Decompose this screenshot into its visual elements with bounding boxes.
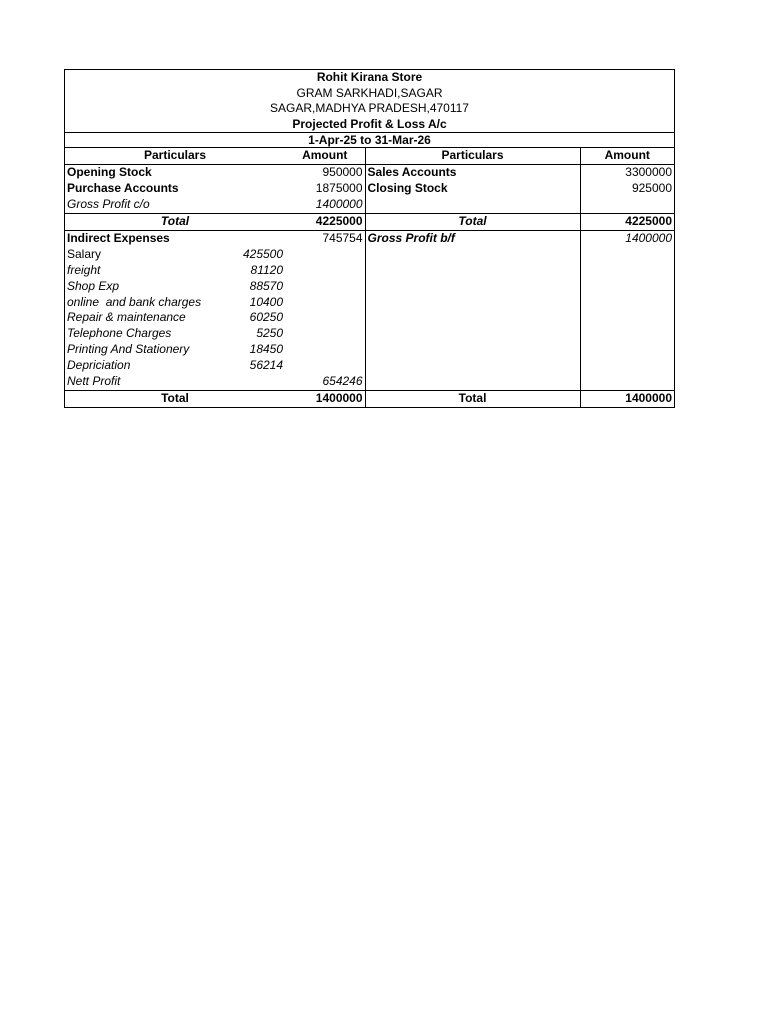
table-row bbox=[65, 342, 674, 358]
table-row bbox=[65, 326, 674, 342]
credit-amount: 3300000 bbox=[625, 165, 672, 180]
address-line-2: SAGAR,MADHYA PRADESH,470117 bbox=[270, 101, 469, 116]
trading-total-row bbox=[65, 214, 674, 231]
column-header-particulars: Particulars bbox=[65, 148, 285, 164]
expense-label: Telephone Charges bbox=[67, 326, 172, 341]
indirect-expenses-label: Indirect Expenses bbox=[67, 230, 170, 245]
column-header-amount: Amount bbox=[580, 148, 674, 164]
table-row bbox=[65, 165, 674, 181]
column-header-amount: Amount bbox=[285, 148, 365, 164]
pl-total-row bbox=[65, 390, 674, 406]
table-row bbox=[65, 358, 674, 374]
credit-label: Sales Accounts bbox=[365, 165, 580, 181]
credit-label: Closing Stock bbox=[365, 181, 580, 197]
credit-amount: 925000 bbox=[631, 181, 672, 196]
table-row bbox=[65, 295, 674, 311]
expense-label: Shop Exp bbox=[67, 278, 120, 293]
expense-label: Repair & maintenance bbox=[67, 310, 186, 325]
total-label: Total bbox=[365, 214, 580, 231]
total-label: Total bbox=[65, 214, 285, 231]
table-row bbox=[65, 310, 674, 326]
address-line-1: GRAM SARKHADI,SAGAR bbox=[296, 85, 443, 100]
expense-amount: 18450 bbox=[249, 342, 284, 357]
credit-amount-empty bbox=[580, 197, 674, 213]
total-credit: 4225000 bbox=[580, 214, 674, 231]
expense-amount: 56214 bbox=[249, 358, 284, 373]
total-debit: 4225000 bbox=[285, 214, 365, 231]
debit-label: Gross Profit c/o bbox=[67, 197, 150, 212]
gross-profit-bf-amount: 1400000 bbox=[625, 230, 672, 245]
expense-label: freight bbox=[67, 262, 101, 277]
total-credit: 1400000 bbox=[580, 390, 674, 406]
table-row bbox=[65, 263, 674, 279]
expense-amount: 10400 bbox=[249, 294, 284, 309]
expense-amount: 88570 bbox=[249, 278, 284, 293]
debit-amount: 1400000 bbox=[285, 197, 365, 213]
table-row bbox=[65, 197, 674, 213]
total-debit: 1400000 bbox=[285, 390, 365, 406]
statement-period: 1-Apr-25 to 31-Mar-26 bbox=[65, 132, 674, 148]
expense-amount: 60250 bbox=[249, 310, 284, 325]
debit-amount: 950000 bbox=[285, 165, 365, 181]
pl-table bbox=[65, 148, 674, 407]
table-row bbox=[65, 374, 674, 390]
expense-amount: 81120 bbox=[250, 262, 284, 277]
sheet-header bbox=[65, 70, 674, 132]
business-name: Rohit Kirana Store bbox=[316, 70, 423, 84]
indirect-expenses-total: 745754 bbox=[285, 230, 365, 246]
table-row bbox=[65, 279, 674, 295]
debit-label: Opening Stock bbox=[67, 165, 152, 180]
net-profit-label: Nett Profit bbox=[67, 374, 121, 389]
profit-loss-sheet bbox=[64, 69, 675, 408]
debit-amount: 1875000 bbox=[285, 181, 365, 197]
net-profit-amount: 654246 bbox=[285, 374, 365, 390]
credit-label-empty bbox=[365, 197, 580, 213]
table-row bbox=[65, 230, 674, 246]
expense-amount: 5250 bbox=[256, 326, 284, 341]
column-header-particulars: Particulars bbox=[365, 148, 580, 164]
debit-label: Purchase Accounts bbox=[67, 181, 179, 196]
column-header-row bbox=[65, 148, 674, 164]
expense-amount: 425500 bbox=[242, 246, 284, 261]
statement-title: Projected Profit & Loss A/c bbox=[292, 116, 447, 131]
table-row bbox=[65, 181, 674, 197]
expense-label: Salary bbox=[67, 246, 102, 261]
total-label: Total bbox=[365, 390, 580, 406]
total-label: Total bbox=[65, 390, 285, 406]
table-row bbox=[65, 247, 674, 263]
expense-label: Depriciation bbox=[67, 358, 131, 373]
gross-profit-bf-label: Gross Profit b/f bbox=[365, 230, 580, 246]
expense-label: Printing And Stationery bbox=[67, 342, 190, 357]
expense-label: online and bank charges bbox=[67, 294, 202, 309]
